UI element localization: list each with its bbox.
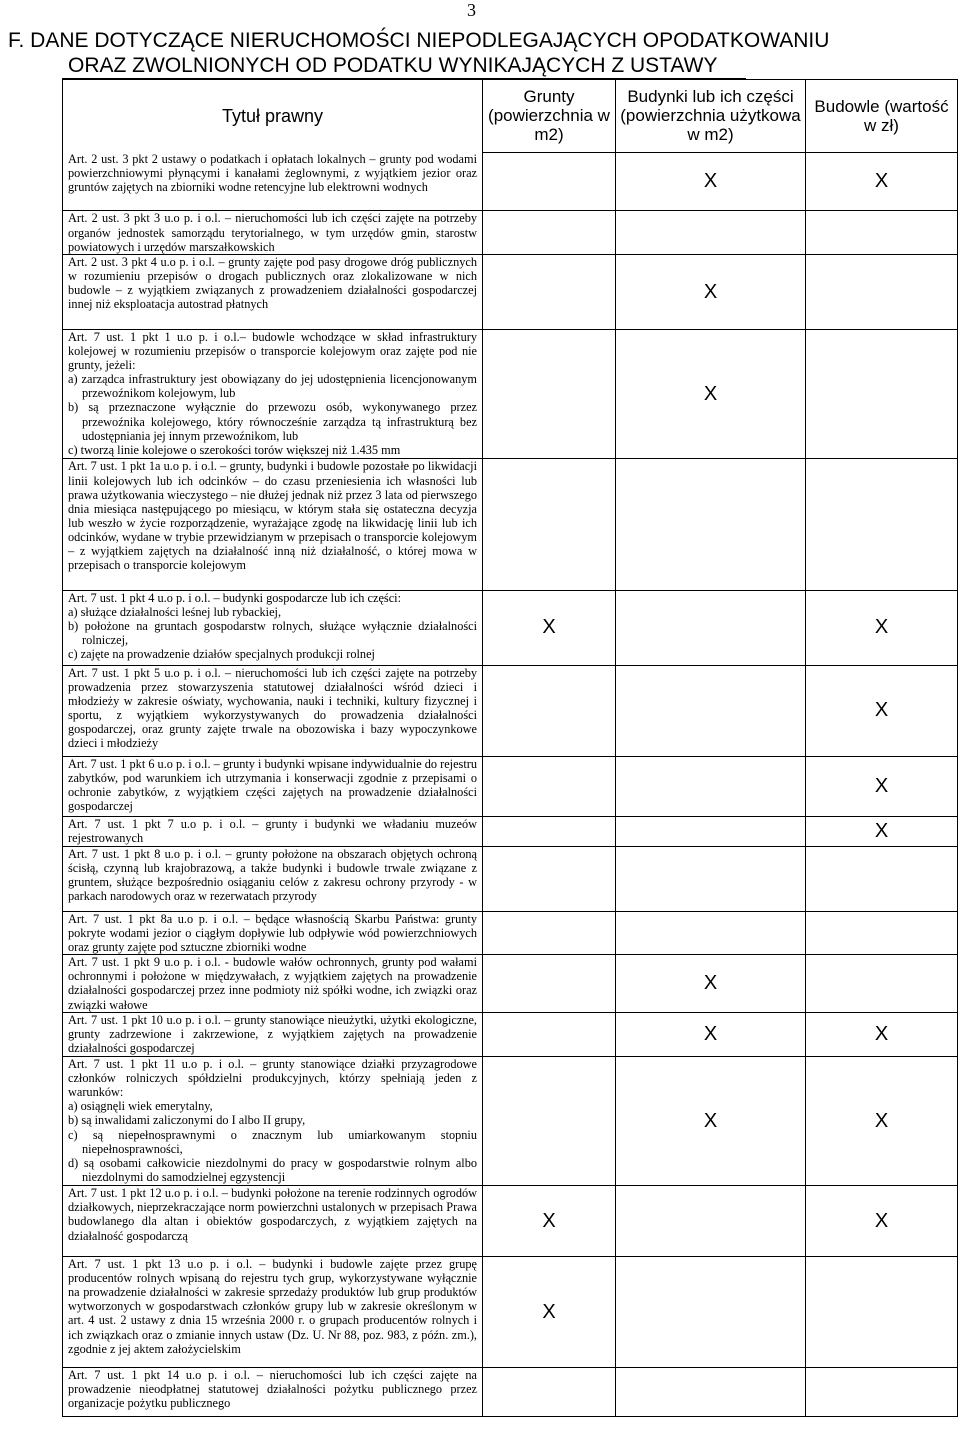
legal-basis-text: Art. 7 ust. 1 pkt 13 u.o p. i o.l. – budynki i budowle zajęte przez grupę producentów rolnych wpisaną do rejestru tych grup, wykorzystywane wyłącznie na prowadzenie działalności w zakresie sprzedaży produktów lub grup produktów wytworzonych w gospodarstwach członków grupy lub w zakresie określonym w art. 4 ust. 2 ustawy z dnia 15 września 2000 r. o grupach producentów rolnych i ich związkach oraz o zmianie innych ustaw (Dz. U. Nr 88, poz. 983, z późn. zm.), zgodnie z jej aktem założycielskim — [68, 1257, 477, 1356]
budowle-cell[interactable]: X — [806, 152, 958, 211]
legal-basis-cell — [63, 665, 483, 756]
budynki-cell[interactable] — [616, 846, 806, 911]
table-row — [63, 1186, 958, 1257]
budowle-cell[interactable] — [806, 255, 958, 330]
grunty-cell[interactable] — [483, 846, 616, 911]
grunty-cell[interactable] — [483, 152, 616, 211]
header-budowle: Budowle (wartość w zł) — [806, 80, 958, 153]
table-row — [63, 846, 958, 911]
condition-item: c) zajęte na prowadzenie działów specjalnych produkcji rolnej — [68, 647, 375, 662]
budynki-cell[interactable] — [616, 211, 806, 255]
legal-basis-cell — [63, 756, 483, 817]
legal-basis-text: Art. 7 ust. 1 pkt 4 u.o p. i o.l. – budynki gospodarcze lub ich części: — [68, 590, 401, 605]
budowle-cell[interactable]: X — [806, 590, 958, 665]
grunty-cell[interactable] — [483, 955, 616, 1013]
legal-basis-text: Art. 7 ust. 1 pkt 7 u.o p. i o.l. – grunty i budynki we władaniu muzeów rejestrowanych — [68, 817, 477, 846]
table-row — [63, 665, 958, 756]
table-row — [63, 911, 958, 955]
grunty-cell[interactable]: X — [483, 1186, 616, 1257]
legal-basis-text: Art. 7 ust. 1 pkt 9 u.o p. i o.l. - budowle wałów ochronnych, grunty pod wałami ochronnymi i położone w międzywałach, z wyjątkiem zajętych na prowadzenie działalności gospodarczej przez inne podmioty niż spółki wodne, ich związki oraz związki wałowe — [68, 955, 477, 1012]
budowle-cell[interactable] — [806, 955, 958, 1013]
budynki-cell[interactable]: X — [616, 330, 806, 459]
legal-basis-text: Art. 2 ust. 3 pkt 4 u.o p. i o.l. – grunty zajęte pod pasy drogowe dróg publicznych w rozumieniu przepisów o drogach publicznych oraz zlokalizowane w nich budowle – z wyjątkiem związanych z prowadzeniem działalności gospodarczej innej niż eksploatacja autostrad płatnych — [68, 255, 477, 312]
table-row — [63, 590, 958, 665]
legal-basis-cell — [63, 459, 483, 590]
budynki-cell[interactable] — [616, 665, 806, 756]
table-row — [63, 817, 958, 847]
header-grunty: Grunty (powierzchnia w m2) — [483, 80, 616, 153]
budynki-cell[interactable] — [616, 1368, 806, 1417]
budowle-cell[interactable] — [806, 211, 958, 255]
header-row — [63, 80, 958, 153]
legal-basis-text: Art. 7 ust. 1 pkt 8a u.o p. i o.l. – będące własnością Skarbu Państwa: grunty pokryte wodami jezior o ciągłym dopływie lub odpływie wód powierzchniowych oraz grunty zajęte pod sztuczne zbiorniki wodne — [68, 911, 477, 954]
legal-basis-cell — [63, 817, 483, 847]
grunty-cell[interactable] — [483, 1368, 616, 1417]
budowle-cell[interactable]: X — [806, 1057, 958, 1186]
table-row — [63, 255, 958, 330]
table-row — [63, 1257, 958, 1368]
condition-item: a) zarządca infrastruktury jest obowiązany do jej udostępnienia licencjonowanym przewoźnikom kolejowym, lub — [68, 372, 477, 401]
legal-basis-text: Art. 7 ust. 1 pkt 1a u.o p. i o.l. – grunty, budynki i budowle pozostałe po likwidacji linii kolejowych lub ich odcinków – do czasu przeniesienia ich własności lub prawa użytkowania wieczystego – nie dłużej jednak niż przez 3 lata od pierwszego dnia miesiąca następującego po miesiącu, w którym stała się ostateczna decyzja lub weszło w życie rozporządzenie, wyrażające zgodę na likwidację linii lub ich odcinków, wydane w trybie przewidzianym w przepisach o transporcie kolejowym – z wyjątkiem zajętych na działalność inną niż działalność, o której mowa w przepisach o transporcie kolejowym — [68, 459, 477, 573]
legal-basis-text: Art. 7 ust. 1 pkt 5 u.o p. i o.l. – nieruchomości lub ich części zajęte na potrzeby prowadzenia przez stowarzyszenia statutowej działalności wśród dzieci i młodzieży w zakresie oświaty, wychowania, nauki i techniki, kultury fizycznej i sportu, z wyjątkiem wykorzystywanych do prowadzenia działalności gospodarczej, oraz grunty zajęte trwale na obozowiska i bazy wypoczynkowe dzieci i młodzieży — [68, 665, 477, 751]
condition-item: b) położone na gruntach gospodarstw rolnych, służące wyłącznie działalności rolniczej, — [68, 619, 477, 648]
legal-basis-cell — [63, 955, 483, 1013]
budynki-cell[interactable] — [616, 911, 806, 955]
legal-basis-cell — [63, 1013, 483, 1057]
budynki-cell[interactable] — [616, 817, 806, 847]
table-row — [63, 330, 958, 459]
budowle-cell[interactable]: X — [806, 665, 958, 756]
legal-basis-text: Art. 7 ust. 1 pkt 1 u.o p. i o.l.– budowle wchodzące w skład infrastruktury kolejowej w rozumieniu przepisów o transporcie kolejowym oraz zajęte pod nie grunty, jeżeli: — [68, 330, 477, 373]
legal-basis-text: Art. 7 ust. 1 pkt 11 u.o p. i o.l. – grunty stanowiące działki przyzagrodowe członków rolniczych spółdzielni produkcyjnych, którzy spełniają jeden z warunków: — [68, 1057, 477, 1100]
budowle-cell[interactable] — [806, 459, 958, 590]
legal-basis-cell — [63, 590, 483, 665]
budowle-cell[interactable] — [806, 911, 958, 955]
header-budynki: Budynki lub ich części (powierzchnia użytkowa w m2) — [616, 80, 806, 153]
table-row — [63, 1057, 958, 1186]
condition-item: b) są inwalidami zaliczonymi do I albo II grupy, — [68, 1113, 306, 1128]
legal-basis-text: Art. 7 ust. 1 pkt 12 u.o p. i o.l. – budynki położone na terenie rodzinnych ogrodów działkowych, nieprzekraczające norm powierzchni ustalonych w przepisach Prawa budowlanego dla altan i obiektów gospodarczych, z wyjątkiem zajętych na działalność gospodarczą — [68, 1186, 477, 1243]
condition-item: a) osiągnęli wiek emerytalny, — [68, 1099, 213, 1114]
table-row — [63, 955, 958, 1013]
legal-basis-cell — [63, 1368, 483, 1417]
table-row — [63, 459, 958, 590]
condition-item: d) są osobami całkowicie niezdolnymi do pracy w gospodarstwie rolnym albo niezdolnymi do samodzielnej egzystencji — [68, 1155, 477, 1184]
budynki-cell[interactable] — [616, 1186, 806, 1257]
table-row — [63, 152, 958, 211]
budynki-cell[interactable] — [616, 459, 806, 590]
grunty-cell[interactable]: X — [483, 1257, 616, 1368]
grunty-cell[interactable] — [483, 255, 616, 330]
section-title-line2: ORAZ ZWOLNIONYCH OD PODATKU WYNIKAJĄCYCH Z USTAWY — [68, 54, 718, 77]
grunty-cell[interactable] — [483, 1013, 616, 1057]
legal-basis-cell — [63, 846, 483, 911]
legal-basis-text: Art. 7 ust. 1 pkt 6 u.o p. i o.l. – grunty i budynki wpisane indywidualnie do rejestru zabytków, pod warunkiem ich utrzymania i konserwacji zgodnie z przepisami o ochronie zabytków, z wyjątkiem części zajętych na prowadzenie działalności gospodarczej — [68, 756, 477, 813]
grunty-cell[interactable] — [483, 911, 616, 955]
exemptions-table — [62, 79, 958, 1417]
budowle-cell[interactable] — [806, 330, 958, 459]
legal-basis-cell — [63, 255, 483, 330]
grunty-cell[interactable] — [483, 1057, 616, 1186]
grunty-cell[interactable] — [483, 665, 616, 756]
budowle-cell[interactable] — [806, 1368, 958, 1417]
legal-basis-cell — [63, 330, 483, 459]
budynki-cell[interactable]: X — [616, 1013, 806, 1057]
condition-item: b) są przeznaczone wyłącznie do przewozu osób, wykonywanego przez przewoźnika kolejowego, który równocześnie zarządza tą infrastrukturą bez udostępniania jej innym przewoźnikom, lub — [68, 400, 477, 443]
legal-basis-cell — [63, 1186, 483, 1257]
legal-basis-cell — [63, 211, 483, 255]
budowle-cell[interactable]: X — [806, 1186, 958, 1257]
grunty-cell[interactable] — [483, 756, 616, 817]
budynki-cell[interactable]: X — [616, 255, 806, 330]
budowle-cell[interactable]: X — [806, 817, 958, 847]
budynki-cell[interactable]: X — [616, 955, 806, 1013]
condition-item: c) tworzą linie kolejowe o szerokości torów większej niż 1.435 mm — [68, 442, 401, 457]
legal-basis-cell — [63, 1257, 483, 1368]
legal-basis-cell — [63, 152, 483, 211]
table-row — [63, 211, 958, 255]
section-title-line1: F. DANE DOTYCZĄCE NIERUCHOMOŚCI NIEPODLEGAJĄCYCH OPODATKOWANIU — [8, 29, 830, 52]
condition-item: c) są niepełnosprawnymi o znacznym lub umiarkowanym stopniu niepełnosprawności, — [68, 1127, 477, 1156]
grunty-cell[interactable] — [483, 459, 616, 590]
table-row — [63, 756, 958, 817]
page-number: 3 — [467, 0, 476, 20]
budowle-cell[interactable]: X — [806, 756, 958, 817]
budynki-cell[interactable] — [616, 756, 806, 817]
budowle-cell[interactable] — [806, 1257, 958, 1368]
legal-basis-text: Art. 7 ust. 1 pkt 10 u.o p. i o.l. – grunty stanowiące nieużytki, użytki ekologiczne, grunty zadrzewione i zakrzewione, z wyjątkiem zajętych na prowadzenie działalności gospodarczej — [68, 1013, 477, 1056]
budynki-cell[interactable]: X — [616, 152, 806, 211]
grunty-cell[interactable]: X — [483, 590, 616, 665]
legal-basis-text: Art. 7 ust. 1 pkt 14 u.o p. i o.l. – nieruchomości lub ich części zajęte na prowadzenie nieodpłatnej statutowej działalności pożytku publicznego przez organizacje pożytku publicznego — [68, 1368, 477, 1411]
table-row — [63, 1013, 958, 1057]
legal-basis-cell — [63, 1057, 483, 1186]
budowle-cell[interactable] — [806, 846, 958, 911]
grunty-cell[interactable] — [483, 817, 616, 847]
budowle-cell[interactable]: X — [806, 1013, 958, 1057]
legal-basis-text: Art. 7 ust. 1 pkt 8 u.o p. i o.l. – grunty położone na obszarach objętych ochroną ścisłą, czynną lub krajobrazową, a także budynki i budowle trwale związane z gruntem, służące bezpośrednio osiąganiu celów z zakresu ochrony przyrody - w parkach narodowych oraz w rezerwatach przyrody — [68, 846, 477, 904]
legal-basis-text: Art. 2 ust. 3 pkt 2 ustawy o podatkach i opłatach lokalnych – grunty pod wodami powierzchniowymi płynącymi i kanałami żeglownymi, z wyjątkiem jezior oraz gruntów zajętych na zbiorniki wodne retencyjne lub elektrowni wodnych — [68, 152, 477, 195]
budynki-cell[interactable] — [616, 1257, 806, 1368]
budynki-cell[interactable] — [616, 590, 806, 665]
grunty-cell[interactable] — [483, 330, 616, 459]
table-body — [63, 152, 958, 1416]
header-title: Tytuł prawny — [63, 80, 483, 153]
legal-basis-cell — [63, 911, 483, 955]
grunty-cell[interactable] — [483, 211, 616, 255]
budynki-cell[interactable]: X — [616, 1057, 806, 1186]
condition-item: a) służące działalności leśnej lub rybackiej, — [68, 604, 282, 619]
table-row — [63, 1368, 958, 1417]
legal-basis-text: Art. 2 ust. 3 pkt 3 u.o p. i o.l. – nieruchomości lub ich części zajęte na potrzeby organów jednostek samorządu terytorialnego, w tym urzędów gmin, starostw powiatowych i urzędów marszałkowskich — [68, 211, 477, 254]
